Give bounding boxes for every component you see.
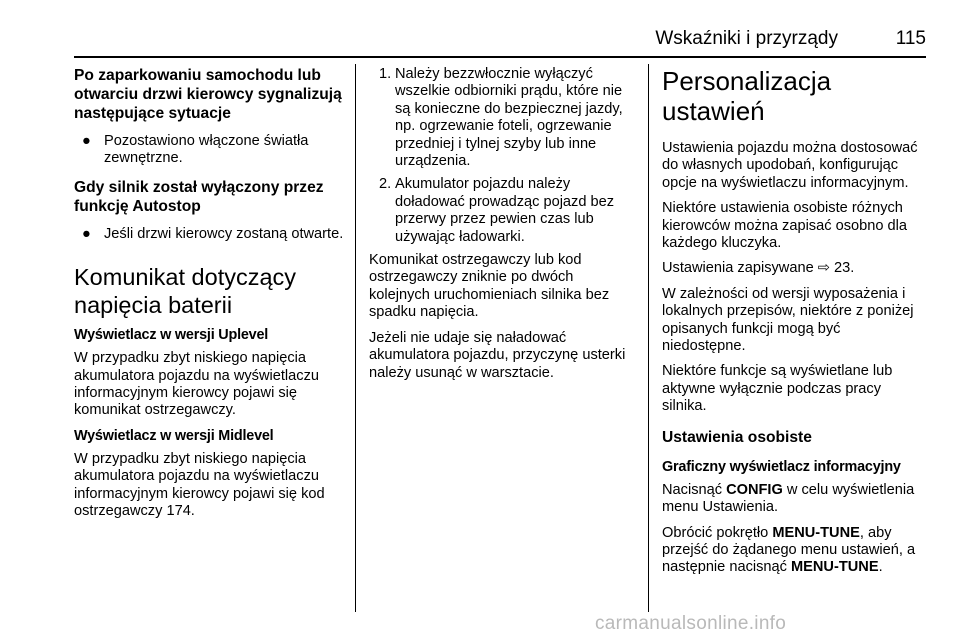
page-header — [74, 26, 926, 56]
watermark: carmanualsonline.info — [595, 613, 787, 634]
column-divider-1 — [355, 64, 356, 612]
page-reference-icon: ⇨ — [817, 260, 830, 277]
list-item-2: 2. Akumulator pojazdu należy doładować prowadząc pojazd bez przerwy przez pewien czas lub używając ładowarki. — [379, 176, 615, 245]
bullet-item — [74, 133, 344, 168]
config-button-label: CONFIG — [726, 481, 783, 498]
column-1 — [74, 66, 344, 528]
paragraph-midlevel: W przypadku zbyt niskiego napięcia akumulatora pojazdu na wyświetlaczu informacyjnym kierowcy pojawi się kod ostrzegawczy 174. — [74, 450, 325, 520]
bullet-item — [74, 226, 344, 243]
list-item-1: 1. Należy bezzwłocznie wyłączyć wszelkie odbiorniki prądu, które nie są konieczne do bezpiecznej jazdy, np. ogrzewanie foteli, ogrzewanie przedniej i tylnej szyby lub inne urządzenia. — [379, 66, 623, 170]
paragraph-4: W zależności od wersji wyposażenia i lokalnych przepisów, niektóre z poniżej opisanych funkcji mogą być niedostępne. — [662, 285, 914, 355]
paragraph-3: Ustawienia zapisywane ⇨ 23. — [662, 260, 855, 277]
heading-graphic-display: Graficzny wyświetlacz informacyjny — [662, 458, 901, 475]
header-rule — [74, 56, 926, 58]
bullet-icon: ● — [82, 225, 91, 242]
paragraph-charge: Jeżeli nie udaje się naładować akumulatora pojazdu, przyczynę usterki należy usunąć w warsztacie. — [369, 329, 626, 381]
page-number: 115 — [895, 28, 926, 49]
heading-autostop: Gdy silnik został wyłączony przez funkcję Autostop — [74, 178, 324, 215]
menu-tune-label: MENU-TUNE — [772, 524, 860, 541]
column-2 — [369, 66, 637, 390]
paragraph-2: Niektóre ustawienia osobiste różnych kierowców można zapisać osobno dla każdego kluczyka. — [662, 200, 907, 252]
paragraph-7: Obrócić pokrętło MENU-TUNE, aby przejść do żądanego menu ustawień, a następnie nacisnąć MENU-TUNE. — [662, 524, 916, 576]
column-3 — [662, 66, 928, 585]
bullet-text: Jeśli drzwi kierowcy zostaną otwarte. — [104, 225, 344, 242]
heading-personalization: Personalizacja ustawień — [662, 66, 832, 126]
paragraph-5: Niektóre funkcje są wyświetlane lub aktywne wyłącznie podczas pracy silnika. — [662, 363, 893, 415]
bullet-text: Pozostawiono włączone światła zewnętrzne. — [104, 133, 309, 167]
menu-tune-label: MENU-TUNE — [791, 559, 879, 576]
paragraph-message: Komunikat ostrzegawczy lub kod ostrzegawczy zniknie po dwóch kolejnych uruchomieniach silnika bez spadku napięcia. — [369, 252, 610, 321]
paragraph-6: Nacisnąć CONFIG w celu wyświetlenia menu Ustawienia. — [662, 481, 915, 516]
running-header-title: Wskaźniki i przyrządy — [655, 28, 838, 49]
heading-battery: Komunikat dotyczący napięcia baterii — [74, 264, 297, 319]
list-item-text: Należy bezzwłocznie wyłączyć wszelkie odbiorniki prądu, które nie są konieczne do bezpiecznej jazdy, np. ogrzewanie foteli, ogrzewanie przedniej i tylnej szyby lub inne urządzenia. — [395, 66, 623, 170]
column-divider-2 — [648, 64, 649, 612]
paragraph-1: Ustawienia pojazdu można dostosować do własnych upodobań, konfigurując opcje na wyświetlaczu informacyjnym. — [662, 140, 918, 191]
heading-uplevel: Wyświetlacz w wersji Uplevel — [74, 327, 269, 344]
bullet-icon: ● — [82, 133, 91, 149]
heading-midlevel: Wyświetlacz w wersji Midlevel — [74, 427, 274, 444]
heading-personal-settings: Ustawienia osobiste — [662, 428, 812, 446]
list-item-text: Akumulator pojazdu należy doładować prowadząc pojazd bez przerwy przez pewien czas lub używając ładowarki. — [395, 176, 615, 245]
paragraph-uplevel: W przypadku zbyt niskiego napięcia akumulatora pojazdu na wyświetlaczu informacyjnym kierowcy pojawi się komunikat ostrzegawczy. — [74, 350, 319, 419]
heading-parked: Po zaparkowaniu samochodu lub otwarciu drzwi kierowcy sygnalizują następujące sytuacje — [74, 67, 342, 122]
page-reference-link[interactable]: 23. — [834, 260, 855, 277]
